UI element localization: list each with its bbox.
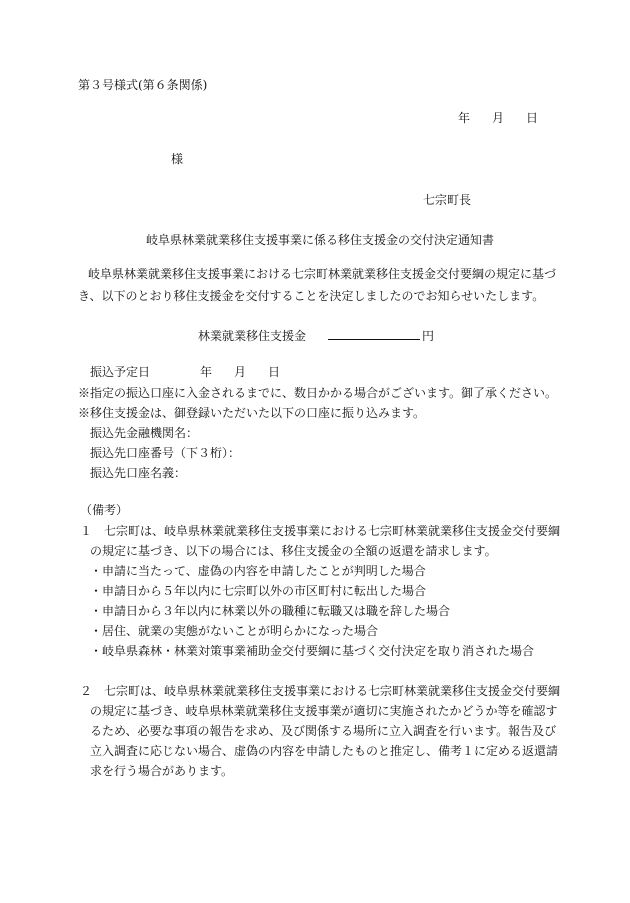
remarks-heading: （備考） — [80, 503, 129, 517]
amount-label: 林業就業移住支援金 — [198, 329, 307, 343]
remark-1-bullet-1: ・申請に当たって、虚偽の内容を申請したことが判明した場合 — [90, 564, 426, 578]
remark-1-bullet-2: ・申請日から５年以内に七宗町以外の市区町村に転出した場合 — [90, 584, 427, 598]
remark-1-bullet-5: ・岐阜県森林・林業対策事業補助金交付要綱に基づく交付決定を取り消された場合 — [90, 644, 535, 658]
transfer-note-1: ※指定の振込口座に入金されるまでに、数日かかる場合がございます。御了承ください。 — [78, 386, 558, 400]
remark-2-line-2: の規定に基づき、岐阜県林業就業移住支援事業が適切に実施されたかどうか等を確認す — [90, 704, 558, 718]
remark-1-bullet-3: ・申請日から３年以内に林業以外の職種に転職又は職を辞した場合 — [90, 604, 451, 618]
date-line: 年 月 日 — [458, 111, 539, 125]
form-label: 第３号様式(第６条関係) — [78, 78, 208, 92]
transfer-field-account-name: 振込先口座名義： — [90, 466, 187, 480]
intro-line-2: き、以下のとおり移住支援金を交付することを決定しましたのでお知らせいたします。 — [78, 289, 545, 303]
remark-2-line-4: 立入調査に応じない場合、虚偽の内容を申請したものと推定し、備考１に定める返還請 — [90, 744, 559, 758]
addressee-suffix: 様 — [171, 152, 184, 166]
remark-1-bullet-4: ・居住、就業の実態がないことが明らかになった場合 — [90, 624, 379, 638]
transfer-date-label: 振込予定日 — [90, 365, 151, 379]
transfer-field-bank: 振込先金融機関名： — [90, 426, 199, 440]
remark-2-line-5: 求を行う場合があります。 — [90, 764, 234, 778]
remark-1-line-1: 七宗町は、岐阜県林業就業移住支援事業における七宗町林業就業移住支援金交付要綱 — [104, 524, 561, 538]
amount-line — [198, 326, 434, 344]
remark-1-number: １ — [80, 524, 93, 538]
amount-blank — [328, 326, 420, 340]
transfer-note-2: ※移住支援金は、御登録いただいた以下の口座に振り込みます。 — [78, 406, 426, 420]
remark-2-line-1: 七宗町は、岐阜県林業就業移住支援事業における七宗町林業就業移住支援金交付要綱 — [104, 684, 561, 698]
transfer-date-line: 振込予定日 年 月 日 — [90, 365, 281, 379]
remark-2-line-3: るため、必要な事項の報告を求め、及び関係する場所に立入調査を行います。報告及び — [90, 724, 557, 738]
intro-line-1: 岐阜県林業就業移住支援事業における七宗町林業就業移住支援金交付要綱の規定に基づ — [88, 267, 557, 281]
transfer-field-account-number: 振込先口座番号（下３桁）： — [90, 446, 241, 460]
amount-unit: 円 — [422, 329, 435, 343]
document-title: 岐阜県林業就業移住支援事業に係る移住支援金の交付決定通知書 — [146, 233, 495, 247]
remark-2-number: ２ — [80, 684, 93, 698]
remark-1-line-2: の規定に基づき、以下の場合には、移住支援金の全額の返還を請求します。 — [90, 544, 497, 558]
issuer: 七宗町長 — [423, 193, 472, 207]
